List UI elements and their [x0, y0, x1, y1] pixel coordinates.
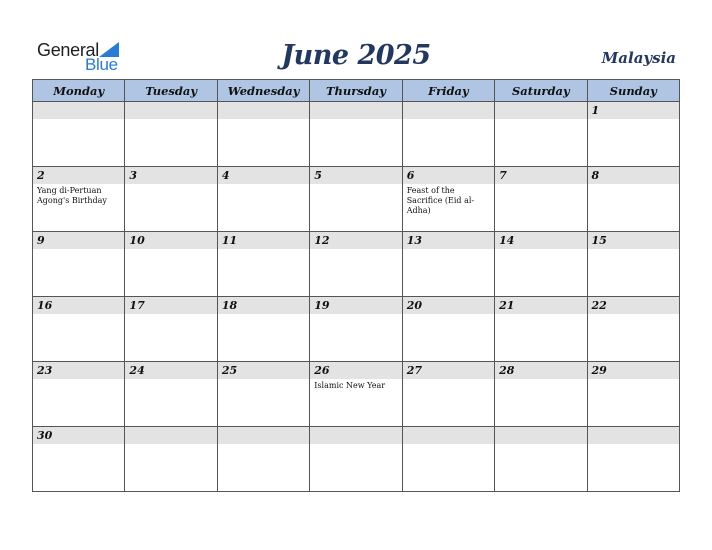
calendar-title: June 2025 [281, 40, 431, 71]
week-row [33, 362, 680, 427]
day-cell [402, 297, 494, 362]
day-cell [217, 362, 309, 427]
day-cell [125, 232, 217, 297]
weekday-sunday: Sunday [587, 80, 679, 102]
day-number-bar [588, 427, 679, 444]
day-number-bar [588, 232, 679, 249]
week-row [33, 297, 680, 362]
day-number-bar [403, 297, 494, 314]
day-number: 27 [406, 364, 422, 377]
day-number-bar [588, 102, 679, 119]
weekday-monday: Monday [33, 80, 125, 102]
day-number: 22 [591, 299, 607, 312]
day-number: 11 [221, 234, 238, 247]
day-number-bar [125, 167, 216, 184]
day-number: 24 [129, 364, 145, 377]
day-number-bar [588, 297, 679, 314]
day-cell [217, 232, 309, 297]
day-number: 25 [221, 364, 238, 377]
day-number: 8 [591, 169, 600, 182]
day-cell [217, 297, 309, 362]
day-number: 30 [37, 429, 53, 442]
day-number: 7 [499, 169, 507, 182]
day-cell [125, 102, 217, 167]
day-number [403, 427, 494, 429]
day-number-bar [218, 362, 309, 379]
day-cell [310, 427, 402, 492]
day-number-bar [33, 427, 124, 444]
day-number-bar [310, 297, 401, 314]
day-cell [587, 362, 679, 427]
day-number: 14 [499, 234, 515, 247]
day-number: 3 [129, 169, 138, 182]
day-number-bar [218, 297, 309, 314]
day-number-bar [588, 167, 679, 184]
logo-general-text: General [37, 40, 99, 60]
logo-blue-text: Blue [85, 55, 118, 74]
day-number: 2 [37, 169, 45, 182]
day-number-bar [403, 167, 494, 184]
week-row [33, 167, 680, 232]
day-number-bar [310, 167, 401, 184]
day-cell [495, 102, 587, 167]
day-number: 28 [499, 364, 515, 377]
day-number: 13 [406, 234, 422, 247]
weekday-wednesday: Wednesday [217, 80, 309, 102]
week-row [33, 232, 680, 297]
day-number-bar [125, 232, 216, 249]
day-cell [33, 167, 125, 232]
weekday-tuesday: Tuesday [125, 80, 217, 102]
day-cell [125, 362, 217, 427]
day-number [403, 102, 494, 104]
day-number: 9 [37, 234, 45, 247]
day-number-bar [218, 102, 309, 119]
day-number-bar [310, 362, 401, 379]
day-number-bar [33, 297, 124, 314]
calendar-grid [32, 79, 680, 492]
day-number-bar [218, 427, 309, 444]
day-number: 21 [499, 299, 515, 312]
day-cell [310, 297, 402, 362]
day-cell [217, 167, 309, 232]
day-cell [402, 102, 494, 167]
day-number-bar [495, 102, 586, 119]
day-number: 29 [591, 364, 607, 377]
day-cell [587, 167, 679, 232]
day-cell [495, 232, 587, 297]
day-number-bar [403, 362, 494, 379]
day-cell [125, 427, 217, 492]
day-cell [310, 232, 402, 297]
day-number [125, 102, 216, 104]
day-number-bar [125, 362, 216, 379]
day-cell [495, 427, 587, 492]
day-number: 15 [591, 234, 607, 247]
day-number-bar [218, 232, 309, 249]
day-number: 10 [129, 234, 145, 247]
day-number: 19 [314, 299, 330, 312]
day-number: 17 [129, 299, 145, 312]
weekday-header-row [33, 80, 680, 102]
day-number [310, 102, 401, 104]
day-cell [587, 297, 679, 362]
day-number: 16 [37, 299, 53, 312]
day-number-bar [310, 232, 401, 249]
day-cell [217, 102, 309, 167]
holiday-label: Yang di-Pertuan Agong's Birthday [37, 186, 107, 205]
week-row [33, 102, 680, 167]
day-number-bar [403, 232, 494, 249]
day-cell [33, 232, 125, 297]
day-number-bar [495, 427, 586, 444]
weekday-thursday: Thursday [310, 80, 402, 102]
day-number: 20 [406, 299, 422, 312]
day-number [125, 427, 216, 429]
day-number: 12 [314, 234, 330, 247]
day-cell [33, 297, 125, 362]
day-cell [495, 297, 587, 362]
holiday-label: Feast of the Sacrifice (Eid al-Adha) [406, 186, 475, 215]
day-number-bar [495, 232, 586, 249]
day-cell [402, 232, 494, 297]
day-cell [402, 362, 494, 427]
day-number-bar [310, 427, 401, 444]
day-cell [125, 297, 217, 362]
weekday-saturday: Saturday [495, 80, 587, 102]
day-number [310, 427, 401, 429]
day-number-bar [33, 362, 124, 379]
day-number-bar [33, 232, 124, 249]
day-cell [33, 362, 125, 427]
weekday-friday: Friday [402, 80, 494, 102]
day-number-bar [495, 167, 586, 184]
day-number-bar [310, 102, 401, 119]
day-number: 1 [591, 104, 600, 117]
day-number [588, 427, 679, 429]
day-number-bar [403, 427, 494, 444]
calendar-body [33, 102, 680, 492]
day-number: 6 [406, 169, 415, 182]
day-number: 18 [221, 299, 238, 312]
day-cell [310, 167, 402, 232]
day-number-bar [218, 167, 309, 184]
day-cell [495, 362, 587, 427]
day-cell [587, 427, 679, 492]
day-cell [310, 102, 402, 167]
day-number-bar [495, 297, 586, 314]
day-number [33, 102, 124, 104]
day-cell [125, 167, 217, 232]
day-number [495, 427, 586, 429]
day-number-bar [125, 427, 216, 444]
holiday-label: Islamic New Year [314, 381, 386, 390]
day-cell [310, 362, 402, 427]
day-cell [33, 427, 125, 492]
day-number: 23 [37, 364, 53, 377]
day-number-bar [125, 297, 216, 314]
day-number [218, 427, 309, 429]
day-number-bar [588, 362, 679, 379]
day-number: 4 [221, 169, 230, 182]
day-number [495, 102, 586, 104]
day-cell [587, 232, 679, 297]
day-number: 26 [314, 364, 330, 377]
day-number-bar [403, 102, 494, 119]
day-cell [217, 427, 309, 492]
day-number-bar [33, 167, 124, 184]
day-cell [402, 167, 494, 232]
day-number [218, 102, 309, 104]
day-number: 5 [314, 169, 322, 182]
week-row [33, 427, 680, 492]
day-number-bar [495, 362, 586, 379]
day-number-bar [125, 102, 216, 119]
day-cell [495, 167, 587, 232]
day-number-bar [33, 102, 124, 119]
country-label: Malaysia [601, 49, 676, 67]
day-cell [33, 102, 125, 167]
day-cell [402, 427, 494, 492]
day-cell [587, 102, 679, 167]
